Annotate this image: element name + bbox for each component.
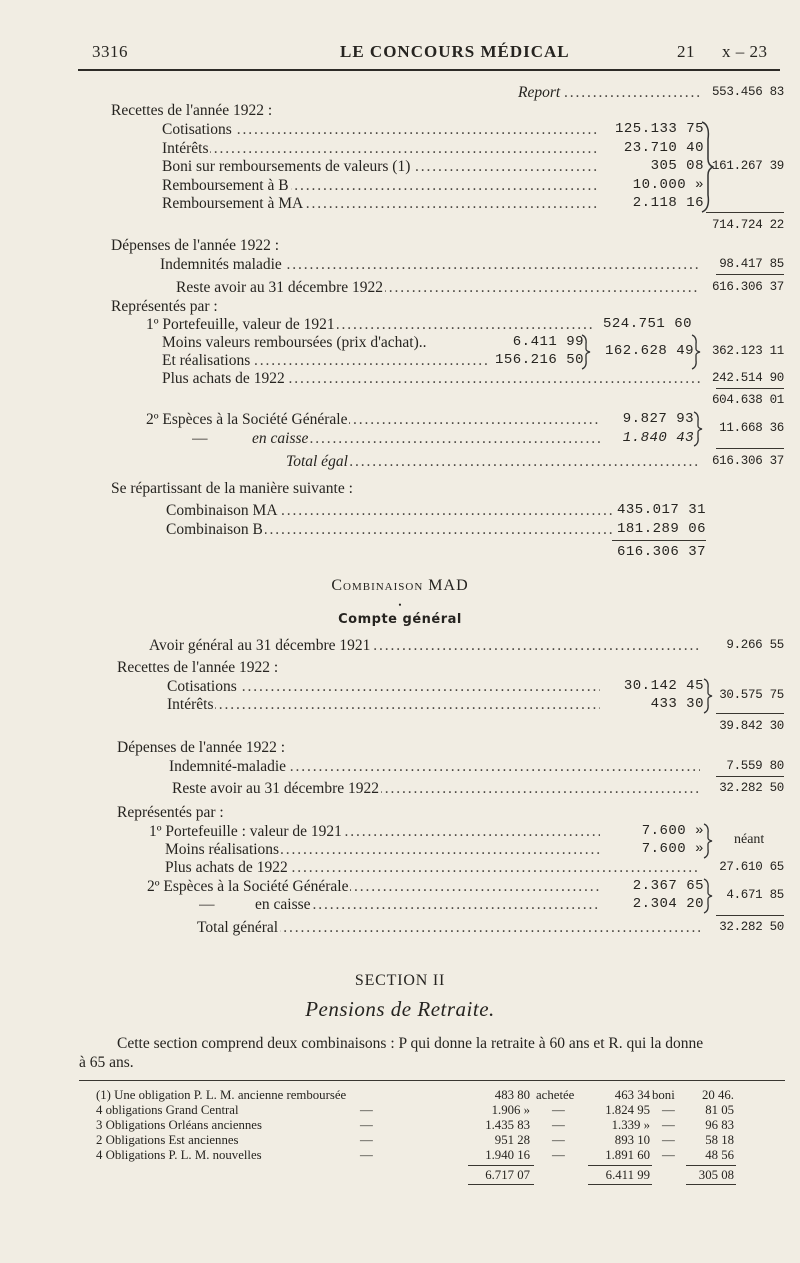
- mad-caisse-value: 2.304 20: [632, 896, 704, 912]
- mad-plus-achats-value: 27.610 65: [719, 860, 784, 874]
- footnote-total-b: 6.411 99: [605, 1168, 650, 1182]
- depenses-title: Dépenses de l'année 1922 :: [111, 237, 280, 254]
- mad-recettes-total: 30.575 75: [719, 688, 784, 702]
- footnote-c: 81 05: [705, 1103, 734, 1117]
- footnote-w1: —: [552, 1103, 565, 1117]
- mad-recette-label: Intérêts: [167, 696, 214, 713]
- sum-rule: [612, 540, 706, 541]
- net-portefeuille: 362.123 11: [711, 344, 784, 358]
- footnote-w1: —: [552, 1118, 565, 1132]
- sum-rule: [468, 1165, 534, 1166]
- representes-title: Représentés par :: [111, 298, 218, 315]
- mad-reste-label: Reste avoir au 31 décembre 1922: [172, 780, 380, 797]
- header-rule: [78, 69, 780, 71]
- section-title: SECTION II: [354, 972, 446, 989]
- footnote-b: 1.339 »: [611, 1118, 650, 1132]
- mad-depenses-title: Dépenses de l'année 1922 :: [117, 739, 286, 756]
- especes-total: 11.668 36: [719, 421, 784, 435]
- footnote-c: 20 46.: [702, 1088, 734, 1102]
- recettes-title: Recettes de l'année 1922 :: [111, 102, 273, 119]
- sum-rule: [588, 1165, 652, 1166]
- sum-rule: [716, 274, 784, 275]
- mad-plus-achats-label: Plus achats de 1922: [165, 859, 288, 876]
- plus-achats-value: 242.514 90: [711, 371, 784, 385]
- portefeuille-value: 524.751 60: [602, 316, 692, 332]
- total-egal-label: Total égal: [286, 453, 348, 470]
- mad-recettes-title: Recettes de l'année 1922 :: [117, 659, 279, 676]
- section-paragraph: Cette section comprend deux combinaisons : P qui donne la retraite à 60 ans et R. qui la donne: [117, 1035, 704, 1052]
- recette-value: 10.000 »: [632, 177, 704, 193]
- footnote-dash: —: [360, 1133, 373, 1147]
- sum-rule: [686, 1184, 736, 1185]
- combinaison-value: 181.289 06: [616, 521, 706, 537]
- caisse-label: en caisse: [252, 430, 309, 447]
- footnote-w2: —: [662, 1118, 675, 1132]
- footnote-b: 463 34: [614, 1088, 650, 1102]
- mad-title: Combinaison MAD: [331, 577, 469, 594]
- combinaison-label: Combinaison B: [166, 521, 263, 538]
- footnote-total-a: 6.717 07: [485, 1168, 530, 1182]
- footnote-w2: —: [662, 1148, 675, 1162]
- journal-title: LE CONCOURS MÉDICAL: [340, 42, 570, 61]
- mad-depenses-value: 7.559 80: [726, 759, 784, 773]
- sum-rule: [686, 1165, 736, 1166]
- mad-especes-total: 4.671 85: [726, 888, 784, 902]
- footnote-a: 1.435 83: [485, 1118, 530, 1132]
- sum-rule: [716, 448, 784, 449]
- mad-portefeuille-value: 7.600 »: [641, 823, 704, 839]
- footnote-a: 1.940 16: [485, 1148, 530, 1162]
- reste-value: 616.306 37: [711, 280, 784, 294]
- footnote-w2: —: [662, 1103, 675, 1117]
- recette-value: 125.133 75: [614, 121, 704, 137]
- mad-especes-label: 2º Espèces à la Société Générale: [147, 878, 349, 895]
- section-subtitle: Pensions de Retraite.: [305, 997, 495, 1021]
- footnote-dash: —: [360, 1148, 373, 1162]
- combinaisons-total: 616.306 37: [616, 544, 706, 560]
- avoir-label: Avoir général au 31 décembre 1921: [149, 637, 371, 654]
- running-header: [92, 42, 786, 66]
- subtotal: 714.724 22: [711, 218, 784, 232]
- sum-rule: [468, 1184, 534, 1185]
- mad-recette-value: 433 30: [650, 696, 704, 712]
- mad-especes-value: 2.367 65: [632, 878, 704, 894]
- footnote-w1: —: [552, 1148, 565, 1162]
- issue-day: 21: [677, 42, 695, 61]
- brace-icon: [702, 823, 714, 859]
- footnote-b: 1.824 95: [605, 1103, 650, 1117]
- brace-icon: [580, 334, 592, 370]
- combinaison-label: Combinaison MA: [166, 502, 278, 519]
- recette-value: 305 08: [650, 158, 704, 174]
- issue-month: x – 23: [722, 42, 768, 61]
- recette-value: 23.710 40: [623, 140, 704, 156]
- combinaison-value: 435.017 31: [616, 502, 706, 518]
- footnote-a: 951 28: [494, 1133, 530, 1147]
- footnote-c: 96 83: [705, 1118, 734, 1132]
- footnote-b: 893 10: [614, 1133, 650, 1147]
- footnote-rule: [79, 1080, 785, 1081]
- reste-label: Reste avoir au 31 décembre 1922: [176, 279, 384, 296]
- recette-label: Boni sur remboursements de valeurs (1): [162, 158, 411, 175]
- footnote-total-c: 305 08: [698, 1168, 734, 1182]
- footnote-label: 4 Obligations P. L. M. nouvelles: [96, 1148, 262, 1162]
- mad-subtitle: Compte général: [338, 612, 462, 627]
- plus-achats-label: Plus achats de 1922: [162, 370, 285, 387]
- mad-portefeuille-label: 1º Portefeuille : valeur de 1921: [149, 823, 342, 840]
- page-number: 3316: [92, 42, 128, 61]
- mad-total-label: Total général: [197, 919, 279, 936]
- portefeuille-label: 1º Portefeuille, valeur de 1921: [146, 316, 335, 333]
- mad-moins-value: 7.600 »: [641, 841, 704, 857]
- mad-total-value: 32.282 50: [719, 920, 784, 934]
- footnote-a: 1.906 »: [491, 1103, 530, 1117]
- footnote-label: 3 Obligations Orléans anciennes: [96, 1118, 262, 1132]
- sum-rule: [716, 915, 784, 916]
- footnote-a: 483 80: [494, 1088, 530, 1102]
- recette-value: 2.118 16: [632, 195, 704, 211]
- footnote-c: 58 18: [705, 1133, 734, 1147]
- footnote-label: 4 obligations Grand Central: [96, 1103, 239, 1117]
- footnote-dash: —: [360, 1103, 373, 1117]
- footnote-label: (1) Une obligation P. L. M. ancienne remboursée: [96, 1088, 347, 1102]
- footnote-c: 48 56: [705, 1148, 734, 1162]
- leader: [162, 139, 600, 158]
- sum-rule: [706, 212, 784, 213]
- recettes-total: 161.267 39: [711, 159, 784, 173]
- depenses-value: 98.417 85: [719, 257, 784, 271]
- footnote-w1: —: [552, 1133, 565, 1147]
- footnote-label: 2 Obligations Est anciennes: [96, 1133, 239, 1147]
- caisse-dash: —: [192, 430, 208, 447]
- mad-depenses-label: Indemnité-maladie: [169, 758, 287, 775]
- mad-recette-value: 30.142 45: [623, 678, 704, 694]
- repartition-title: Se répartissant de la manière suivante :: [111, 480, 353, 497]
- leader: [167, 695, 600, 714]
- footnote-w1: achetée: [536, 1088, 575, 1102]
- moins-label: Moins valeurs remboursées (prix d'achat)..: [162, 334, 427, 351]
- mad-caisse-dash: —: [199, 896, 215, 913]
- footnote-w2: boni: [652, 1088, 675, 1102]
- footnote-w2: —: [662, 1133, 675, 1147]
- portefeuille-total: 604.638 01: [711, 393, 784, 407]
- mad-recette-label: Cotisations: [167, 678, 237, 695]
- realisations-label: Et réalisations: [162, 352, 251, 369]
- report-value: 553.456 83: [711, 85, 784, 99]
- avoir-value: 9.266 55: [726, 638, 784, 652]
- recette-label: Remboursement à MA: [162, 195, 304, 212]
- bullet-icon: •: [398, 600, 402, 610]
- especes-value: 9.827 93: [622, 411, 694, 427]
- sum-rule: [716, 713, 784, 714]
- moins-value: 6.411 99: [512, 334, 584, 350]
- total-egal-value: 616.306 37: [711, 454, 784, 468]
- mad-subtotal: 39.842 30: [719, 719, 784, 733]
- section-paragraph-end: à 65 ans.: [79, 1054, 134, 1071]
- mad-moins-label: Moins réalisations: [165, 841, 280, 858]
- mad-caisse-label: en caisse: [255, 896, 311, 913]
- footnote-b: 1.891 60: [605, 1148, 650, 1162]
- recette-label: Cotisations: [162, 121, 232, 138]
- recette-label: Remboursement à B: [162, 177, 289, 194]
- recette-label: Intérêts: [162, 140, 209, 157]
- neant-label: néant: [734, 832, 765, 847]
- depenses-label: Indemnités maladie: [160, 256, 282, 273]
- footnote-dash: —: [360, 1118, 373, 1132]
- sum-rule: [588, 1184, 652, 1185]
- sum-rule: [716, 388, 784, 389]
- mad-representes-title: Représentés par :: [117, 804, 224, 821]
- especes-label: 2º Espèces à la Société Générale: [146, 411, 348, 428]
- sum-rule: [716, 776, 784, 777]
- caisse-value: 1.840 43: [622, 430, 694, 446]
- moins-total: 162.628 49: [604, 343, 694, 359]
- realisations-value: 156.216 50: [494, 352, 584, 368]
- mad-reste-value: 32.282 50: [719, 781, 784, 795]
- report-label: Report: [518, 84, 561, 101]
